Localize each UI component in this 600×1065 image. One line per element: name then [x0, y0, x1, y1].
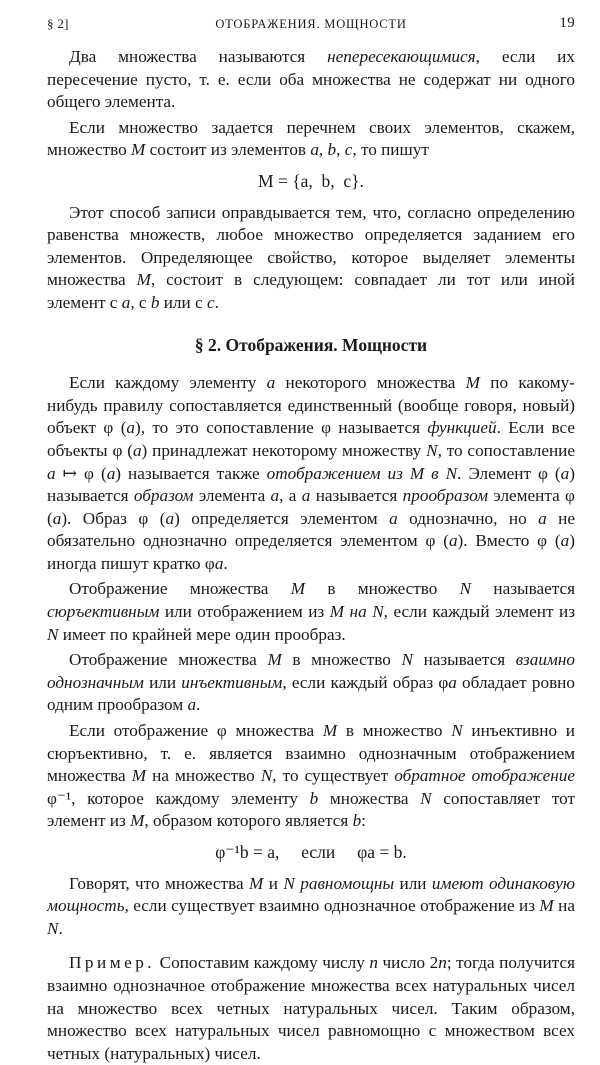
running-header [47, 8, 575, 32]
term-preimage: прообразом [402, 486, 489, 506]
term-disjoint: непересекающимися [327, 47, 476, 66]
page-body [47, 46, 575, 1065]
paragraph-surjective: Отображение множества M в множество N называется сюръективным или отображением из M на N, если каждый элемент из N имеет по крайней мере один прообраз. [47, 579, 576, 644]
term-surjective: сюръективным [47, 602, 160, 622]
term-one-to-one: взаимно однозначным [47, 650, 575, 692]
term-injective: инъективным [181, 672, 283, 692]
paragraph-equipotent: Говорят, что множества M и N равномощны или имеют одинаковую мощность, если существует взаимно однозначное отображение из M на N. [47, 873, 576, 938]
term-mapping: отображением из M в N [266, 463, 458, 483]
term-function: функцией [427, 418, 497, 438]
formula-inverse: φ⁻¹b = a, если φa = b. [215, 842, 407, 862]
book-page [47, 8, 575, 1065]
paragraph-notation-justification: Этот способ записи оправдывается тем, что, согласно определению равенства множеств, любое множество определяется заданием его элементов. Определяющее свойство, которое выделяет элементы множества M, состоит в следующем: совпадает ли тот или иной элемент с a, с b или с c. [47, 202, 575, 312]
term-image: образом [133, 486, 194, 506]
term-equipotent: равномощны [300, 873, 395, 893]
term-same-cardinality: имеют одинаковую мощность [47, 873, 576, 916]
section-heading: § 2. Отображения. Мощности [194, 334, 428, 355]
paragraph-inverse-mapping: Если отображение φ множества M в множество N инъективно и сюръективно, т. е. является взаимно однозначным отображением множества M на множество N, то существует обратное отображение φ⁻¹, которое каждому элементу b множества N сопоставляет тот элемент из M, образом которого является b: [47, 721, 575, 831]
section-marker: § 2] [47, 16, 69, 31]
term-inverse-mapping: обратное отображение [394, 766, 575, 786]
example-label: Пример. [69, 953, 156, 973]
paragraph-example: Пример. Сопоставим каждому числу n число 2n; тогда получится взаимно однозначное отображение множества всех натуральных чисел на множество всех четных натуральных чисел. Таким образом, множество всех натуральных чисел равномощно с множеством всех четных (натуральных) чисел. [47, 953, 575, 1063]
formula-set-notation: M = {a, b, c}. [258, 170, 364, 191]
running-title: ОТОБРАЖЕНИЯ. МОЩНОСТИ [215, 17, 407, 31]
paragraph-set-listing: Если множество задается перечнем своих элементов, скажем, множество M состоит из элементов a, b, c, то пишут [47, 117, 575, 160]
paragraph-function-definition: Если каждому элементу a некоторого множества M по какому-нибудь правилу сопоставляется единственный (вообще говоря, новый) объект φ (a), то это сопоставление φ называется функцией. Если все объекты φ (a) принадлежат некоторому множеству N, то сопоставление a ↦ φ (a) называется также отображением из M в N. Элемент φ (a) называется образом элемента a, а a называется прообразом элемента φ (a). Образ φ (a) определяется элементом a однозначно, но a не обязательно однозначно определяется элементом φ (a). Вместо φ (a) иногда пишут кратко φa. [47, 373, 576, 573]
paragraph-disjoint-sets: Два множества называются непересекающимися, если их пересечение пусто, т. е. если оба множества не содержат ни одного общего элемента. [47, 47, 575, 112]
page-number: 19 [559, 15, 575, 31]
paragraph-injective: Отображение множества M в множество N называется взаимно однозначным или инъективным, если каждый образ φa обладает ровно одним прообразом a. [47, 650, 575, 715]
